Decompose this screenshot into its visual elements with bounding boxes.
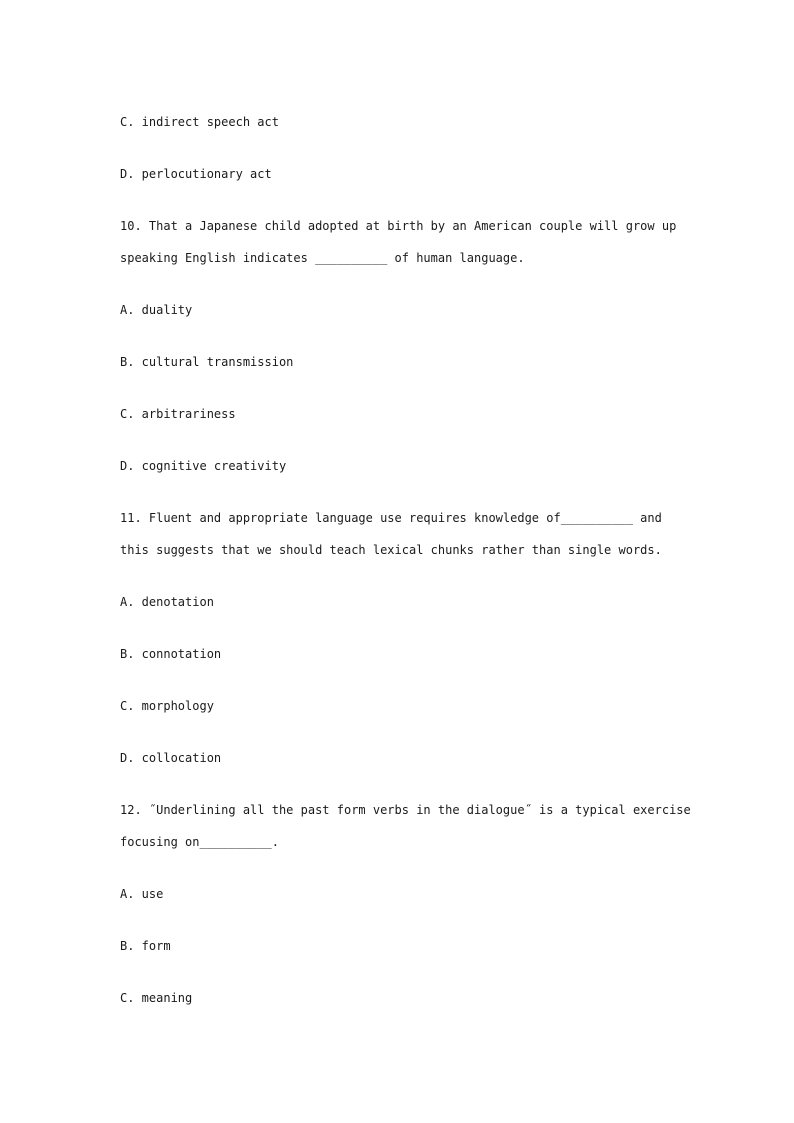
q10-option-b: B. cultural transmission xyxy=(120,355,294,369)
q11-option-c: C. morphology xyxy=(120,699,214,713)
q11-stem-line1: 11. Fluent and appropriate language use requires knowledge of__________ and xyxy=(120,511,662,525)
q11-option-a: A. denotation xyxy=(120,595,214,609)
q12-option-b: B. form xyxy=(120,939,171,953)
q12-stem-line2: focusing on__________. xyxy=(120,835,279,849)
q9-option-d: D. perlocutionary act xyxy=(120,167,272,181)
q10-option-c: C. arbitrariness xyxy=(120,407,236,421)
q12-option-a: A. use xyxy=(120,887,164,901)
q12-option-c: C. meaning xyxy=(120,991,193,1005)
q10-option-a: A. duality xyxy=(120,303,193,317)
q12-stem-line1: 12. ˝Underlining all the past form verbs in the dialogue˝ is a typical exercise xyxy=(120,803,691,817)
q11-option-d: D. collocation xyxy=(120,751,222,765)
q11-stem-line2: this suggests that we should teach lexical chunks rather than single words. xyxy=(120,543,662,557)
q10-option-d: D. cognitive creativity xyxy=(120,459,287,473)
q9-option-c: C. indirect speech act xyxy=(120,115,279,129)
q10-stem-line2: speaking English indicates __________ of human language. xyxy=(120,251,525,265)
q10-stem-line1: 10. That a Japanese child adopted at birth by an American couple will grow up xyxy=(120,219,677,233)
q11-option-b: B. connotation xyxy=(120,647,222,661)
